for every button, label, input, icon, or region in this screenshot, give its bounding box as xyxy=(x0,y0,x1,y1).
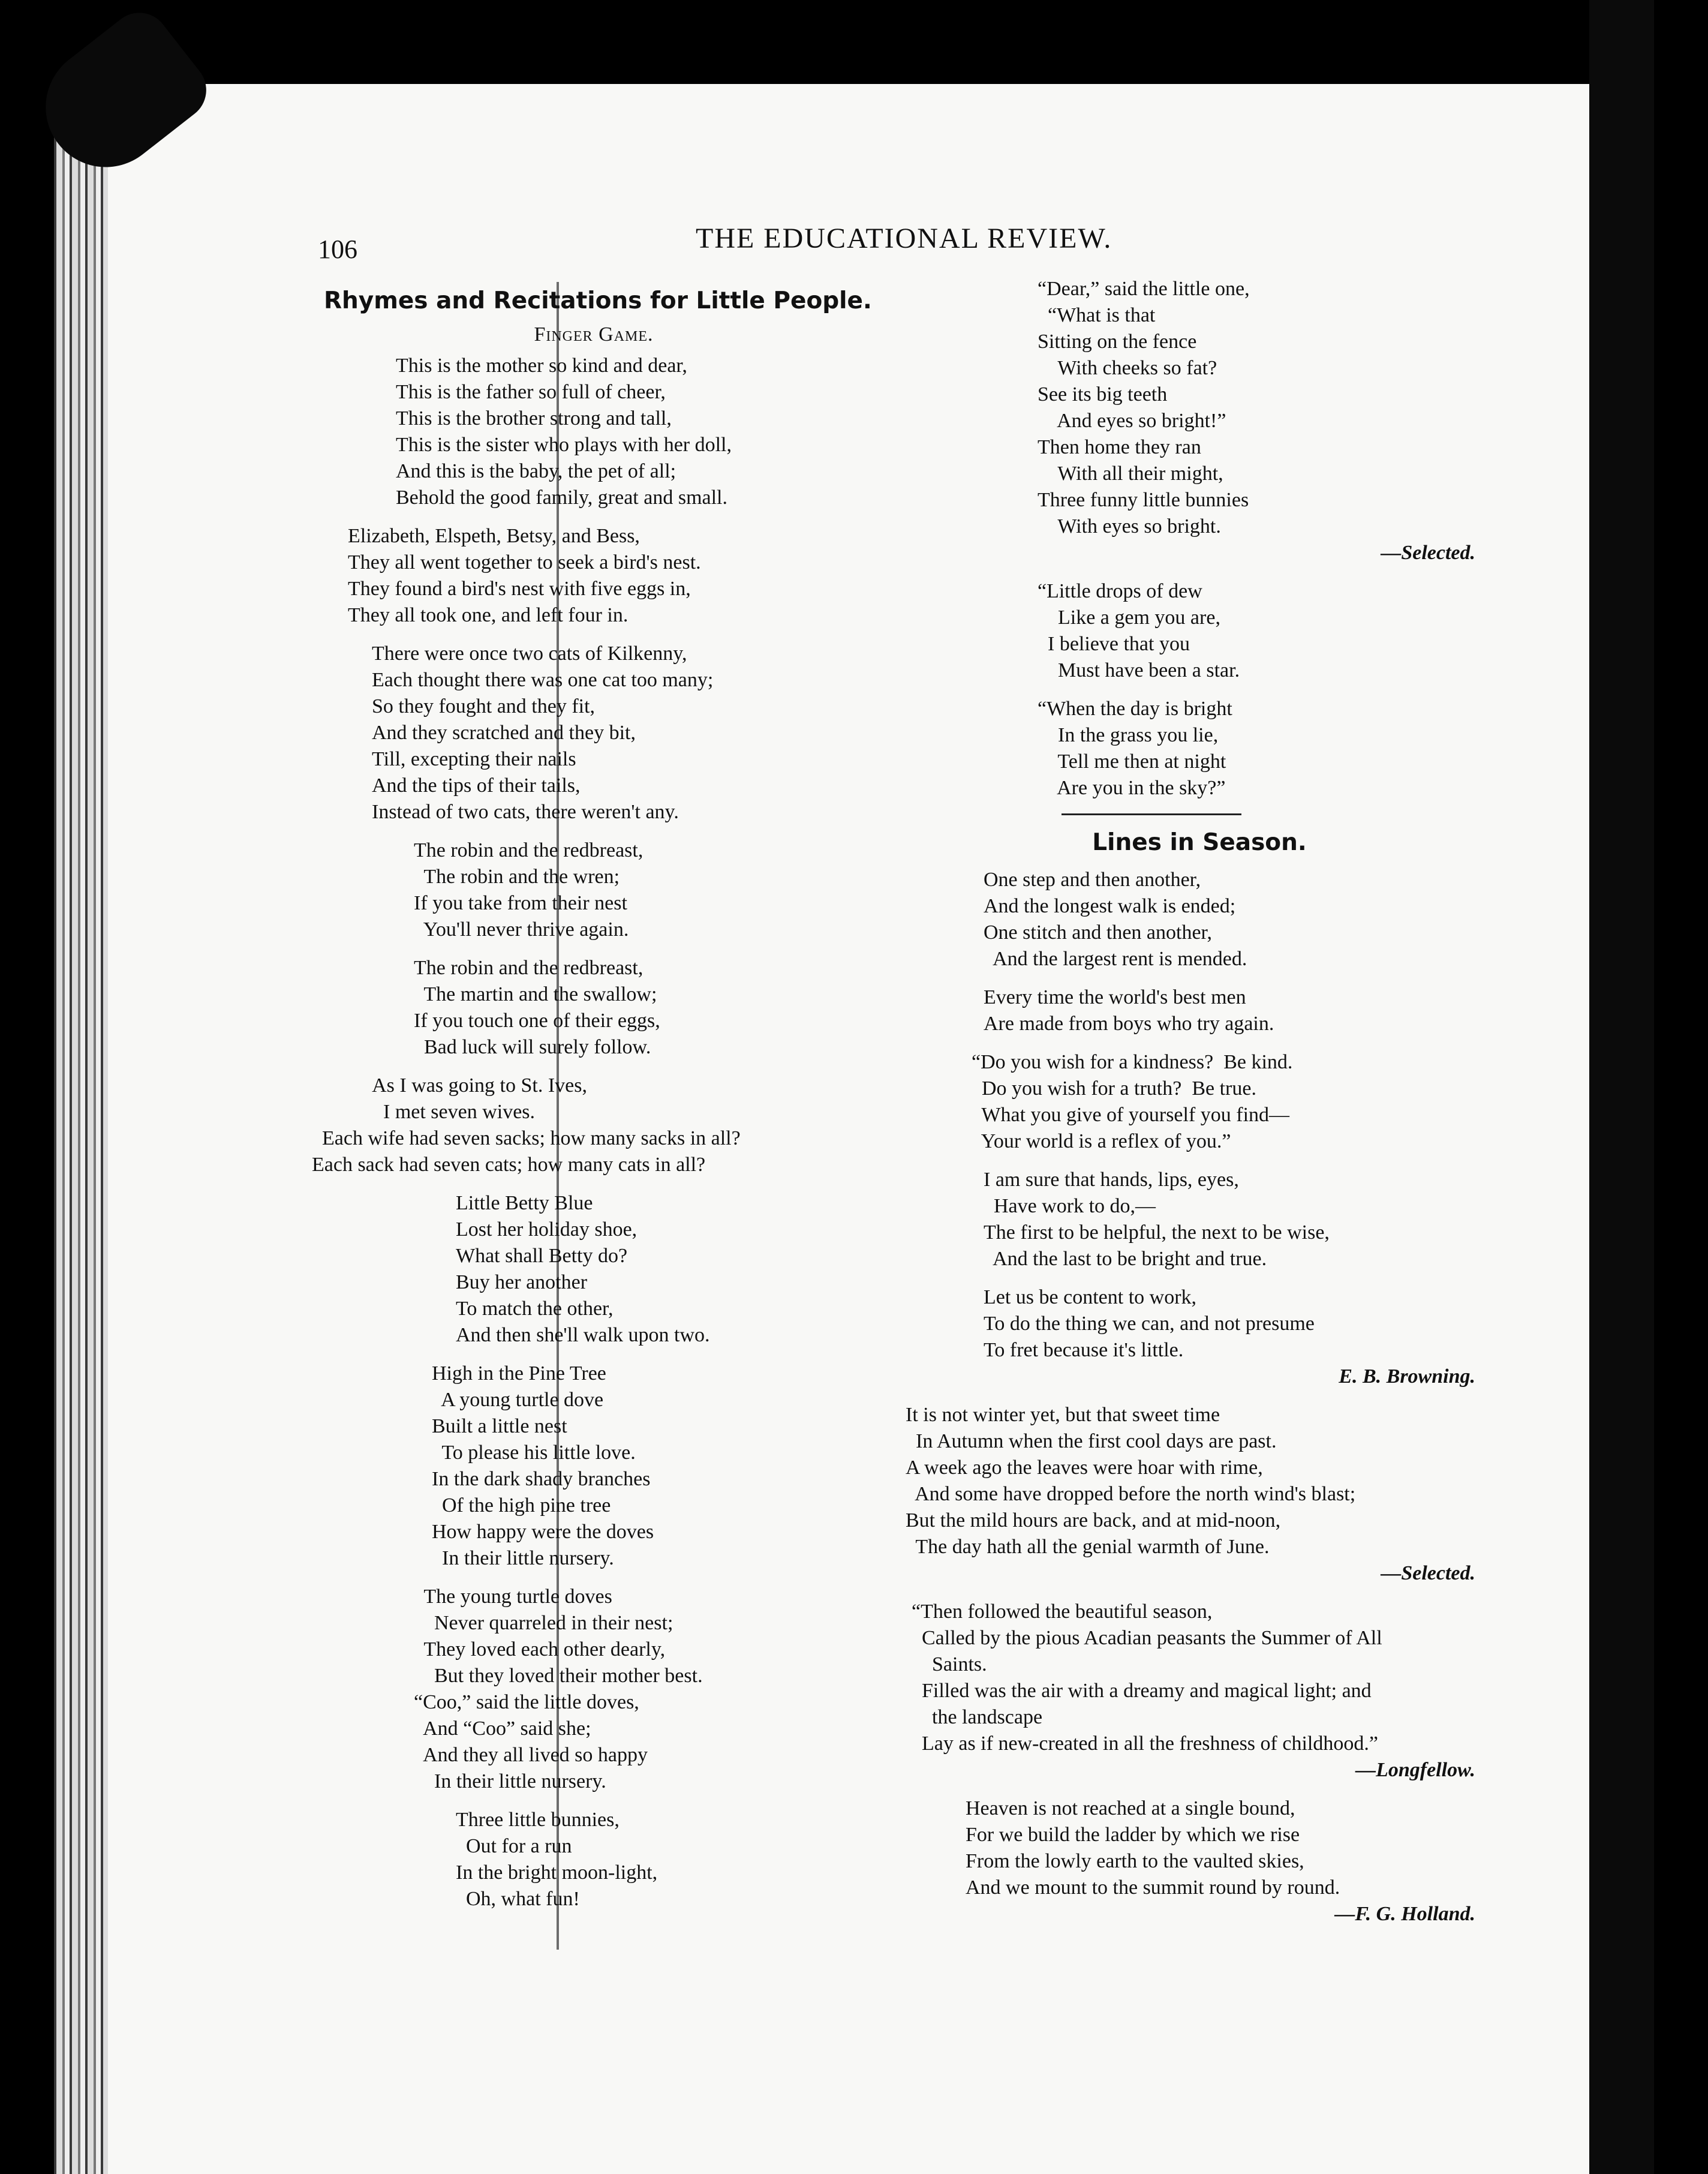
poem-stanza xyxy=(906,276,1493,566)
poem-line: And “Coo” said she; xyxy=(414,1717,591,1740)
poem-line: Built a little nest xyxy=(432,1415,567,1437)
poem-line: Are made from boys who try again. xyxy=(984,1013,1274,1035)
poem-line: The robin and the redbreast, xyxy=(414,839,643,861)
poem-line: Little Betty Blue xyxy=(456,1192,593,1214)
poem-line: I am sure that hands, lips, eyes, xyxy=(984,1169,1239,1191)
poem-line: And some have dropped before the north wind's blast; xyxy=(906,1483,1356,1505)
poem-line: With cheeks so fat? xyxy=(1038,357,1217,379)
poem-line: In the bright moon-light, xyxy=(456,1861,658,1884)
poem-line: “Dear,” said the little one, xyxy=(1038,278,1250,300)
poem-line: Every time the world's best men xyxy=(984,986,1246,1008)
poem-line: Each thought there was one cat too many; xyxy=(372,669,714,691)
poem-stanza xyxy=(906,1284,1493,1390)
poem-line: This is the mother so kind and dear, xyxy=(396,355,687,377)
poem-line: With all their might, xyxy=(1038,463,1223,485)
poem-line: And eyes so bright!” xyxy=(1038,410,1226,432)
poem-line: From the lowly earth to the vaulted skies, xyxy=(966,1850,1304,1872)
poem-attribution: —Selected. xyxy=(1381,542,1475,564)
poem-line: Three little bunnies, xyxy=(456,1809,620,1831)
poem-stanza xyxy=(312,1807,912,1912)
poem-line: The robin and the redbreast, xyxy=(414,957,643,979)
section-title: Lines in Season. xyxy=(1092,829,1307,856)
poem-line: I met seven wives. xyxy=(312,1101,536,1123)
poem-stanza xyxy=(906,1599,1493,1783)
poem-stanza xyxy=(312,837,912,943)
poem-line: If you touch one of their eggs, xyxy=(414,1010,660,1032)
poem-line: Like a gem you are, xyxy=(1038,606,1220,629)
poem-line: Oh, what fun! xyxy=(456,1888,580,1910)
poem-stanza xyxy=(906,1049,1493,1155)
poem-line: How happy were the doves xyxy=(432,1521,654,1543)
poem-line: One step and then another, xyxy=(984,869,1201,891)
poem-line: The day hath all the genial warmth of June. xyxy=(906,1536,1270,1558)
poem-line: “Then followed the beautiful season, xyxy=(912,1601,1213,1623)
poem-line: And they scratched and they bit, xyxy=(372,722,636,744)
poem-line: And the last to be bright and true. xyxy=(984,1248,1267,1270)
poem-line: And this is the baby, the pet of all; xyxy=(396,460,676,482)
poem-line: In Autumn when the first cool days are past. xyxy=(906,1430,1277,1452)
poem-stanza xyxy=(906,867,1493,972)
poem-line: But they loved their mother best. xyxy=(414,1665,703,1687)
poem-line: And then she'll walk upon two. xyxy=(456,1324,710,1346)
poem-line: They found a bird's nest with five eggs in, xyxy=(348,578,691,600)
poem-line: Never quarreled in their nest; xyxy=(414,1612,673,1634)
poem-line: Saints. xyxy=(912,1653,987,1675)
page-edges xyxy=(54,84,108,2174)
poem-line: In their little nursery. xyxy=(432,1547,614,1569)
poem-line: The martin and the swallow; xyxy=(414,983,657,1005)
poem-stanza xyxy=(312,523,912,629)
poem-line: Buy her another xyxy=(456,1271,588,1293)
poem-line: Of the high pine tree xyxy=(432,1494,611,1517)
poem-line: So they fought and they fit, xyxy=(372,695,596,717)
section-title: Rhymes and Recitations for Little People. xyxy=(324,287,872,314)
poem-line: To fret because it's little. xyxy=(984,1339,1184,1361)
poem-line: Lost her holiday shoe, xyxy=(456,1218,638,1241)
poem-line: Have work to do,— xyxy=(984,1195,1156,1217)
poem-line: Heaven is not reached at a single bound, xyxy=(966,1797,1295,1819)
poem-line: “What is that xyxy=(1038,304,1156,326)
poem-line: Your world is a reflex of you.” xyxy=(972,1130,1231,1152)
poem-line: With eyes so bright. xyxy=(1038,515,1221,538)
poem-attribution: —F. G. Holland. xyxy=(1334,1903,1475,1925)
poem-line: They all went together to seek a bird's nest. xyxy=(348,551,701,573)
poem-line: High in the Pine Tree xyxy=(432,1362,606,1385)
poem-line: Elizabeth, Elspeth, Betsy, and Bess, xyxy=(348,525,640,547)
poem-line: To match the other, xyxy=(456,1298,614,1320)
poem-line: A young turtle dove xyxy=(432,1389,604,1411)
poem-line: Till, excepting their nails xyxy=(372,748,576,770)
poem-line: As I was going to St. Ives, xyxy=(312,1074,587,1097)
poem-line: Filled was the air with a dreamy and magical light; and xyxy=(912,1680,1372,1702)
poem-line: Are you in the sky?” xyxy=(1038,777,1226,799)
poem-line: But the mild hours are back, and at mid-noon, xyxy=(906,1509,1281,1532)
poem-line: See its big teeth xyxy=(1038,383,1168,406)
poem-stanza xyxy=(906,578,1493,684)
poem-line: And the longest walk is ended; xyxy=(984,895,1236,917)
poem-attribution: —Longfellow. xyxy=(1355,1759,1475,1781)
poem-line: And we mount to the summit round by round. xyxy=(966,1876,1340,1899)
poem-line: Let us be content to work, xyxy=(984,1286,1197,1308)
poem-stanza xyxy=(906,1402,1493,1587)
poem-line: “When the day is bright xyxy=(1038,698,1232,720)
poem-stanza xyxy=(906,696,1493,801)
binding-shadow xyxy=(1589,0,1654,2174)
poem-line: And they all lived so happy xyxy=(414,1744,648,1766)
poem-line: Each sack had seven cats; how many cats in all? xyxy=(312,1154,706,1176)
poem-line: Do you wish for a truth? Be true. xyxy=(972,1077,1256,1100)
poem-stanza xyxy=(312,955,912,1061)
running-title: THE EDUCATIONAL REVIEW. xyxy=(696,223,1112,254)
section-divider xyxy=(1062,813,1241,815)
poem-line: You'll never thrive again. xyxy=(414,918,629,941)
poem-attribution: —Selected. xyxy=(1381,1562,1475,1584)
poem-stanza xyxy=(312,1584,912,1795)
poem-stanza xyxy=(906,1795,1493,1927)
poem-line: Bad luck will surely follow. xyxy=(414,1036,651,1058)
poem-stanza xyxy=(312,641,912,825)
poem-line: This is the sister who plays with her doll, xyxy=(396,434,732,456)
poem-line: In the grass you lie, xyxy=(1038,724,1219,746)
poem-line: And the largest rent is mended. xyxy=(984,948,1247,970)
poem-line: “Little drops of dew xyxy=(1038,580,1202,602)
poem-line: They all took one, and left four in. xyxy=(348,604,629,626)
poem-line: If you take from their nest xyxy=(414,892,627,914)
poem-line: Instead of two cats, there weren't any. xyxy=(372,801,679,823)
poem-line: What shall Betty do? xyxy=(456,1245,628,1267)
poem-line: Lay as if new-created in all the freshness of childhood.” xyxy=(912,1732,1378,1755)
poem-stanza xyxy=(312,1190,912,1349)
poem-line: To please his little love. xyxy=(432,1442,636,1464)
poem-stanza xyxy=(312,1361,912,1572)
poem-line: In their little nursery. xyxy=(414,1770,606,1792)
poem-line: Each wife had seven sacks; how many sacks in all? xyxy=(312,1127,741,1149)
page-number: 106 xyxy=(318,235,357,264)
poem-line: “Coo,” said the little doves, xyxy=(414,1691,639,1713)
poem-line: I believe that you xyxy=(1038,633,1190,655)
poem-line: The first to be helpful, the next to be wise, xyxy=(984,1221,1330,1244)
poem-line: What you give of yourself you find— xyxy=(972,1104,1290,1126)
poem-attribution: E. B. Browning. xyxy=(1339,1365,1475,1388)
poem-line: To do the thing we can, and not presume xyxy=(984,1313,1315,1335)
poem-line: Then home they ran xyxy=(1038,436,1201,458)
poem-line: Tell me then at night xyxy=(1038,750,1226,773)
poem-stanza xyxy=(906,984,1493,1037)
poem-stanza xyxy=(312,1073,912,1178)
poem-line: The young turtle doves xyxy=(414,1586,612,1608)
poem-line: Sitting on the fence xyxy=(1038,331,1197,353)
poem-line: They loved each other dearly, xyxy=(414,1638,666,1660)
poem-line: A week ago the leaves were hoar with rime, xyxy=(906,1457,1263,1479)
poem-line: In the dark shady branches xyxy=(432,1468,651,1490)
poem-line: One stitch and then another, xyxy=(984,921,1213,944)
poem-line: And the tips of their tails, xyxy=(372,774,581,797)
poem-line: This is the brother strong and tall, xyxy=(396,407,672,430)
poem-stanza xyxy=(906,1167,1493,1272)
poem-line: It is not winter yet, but that sweet time xyxy=(906,1404,1220,1426)
poem-line: Must have been a star. xyxy=(1038,659,1240,681)
poem-line: Out for a run xyxy=(456,1835,572,1857)
poem-line: the landscape xyxy=(912,1706,1043,1728)
poem-line: Behold the good family, great and small. xyxy=(396,487,727,509)
poem-subtitle: Finger Game. xyxy=(534,323,654,346)
poem-line: Three funny little bunnies xyxy=(1038,489,1249,511)
right-column xyxy=(906,276,1493,1939)
poem-line: “Do you wish for a kindness? Be kind. xyxy=(972,1051,1293,1073)
poem-line: Called by the pious Acadian peasants the Summer of All xyxy=(912,1627,1382,1649)
poem-line: For we build the ladder by which we rise xyxy=(966,1824,1300,1846)
poem-line: There were once two cats of Kilkenny, xyxy=(372,642,687,665)
poem-stanza xyxy=(312,353,912,511)
poem-line: This is the father so full of cheer, xyxy=(396,381,666,403)
left-column xyxy=(312,288,912,1924)
poem-line: The robin and the wren; xyxy=(414,866,620,888)
